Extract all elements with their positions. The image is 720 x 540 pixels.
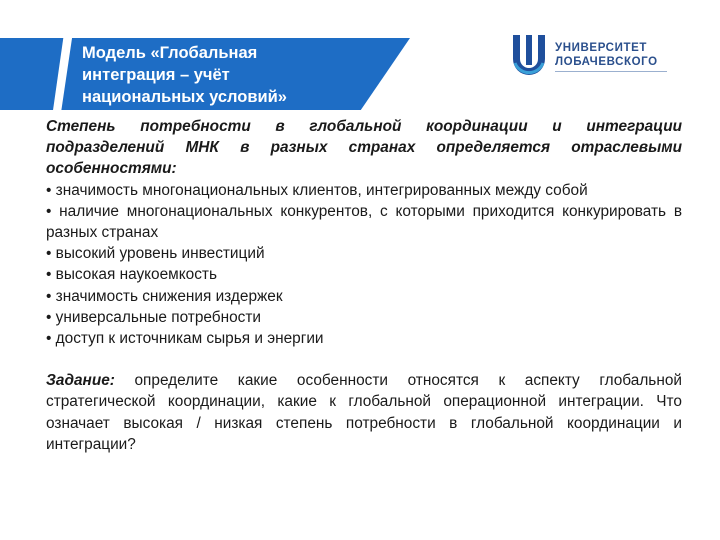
slide-title-line-2: интеграция – учёт (82, 66, 230, 84)
task-paragraph (46, 370, 682, 455)
task-label: Задание: (46, 372, 115, 390)
logo-line-1: УНИВЕРСИТЕТ (555, 42, 647, 54)
bullet-item: • значимость снижения издержек (46, 287, 283, 305)
slide-title (82, 42, 382, 108)
logo-underline (555, 71, 667, 72)
logo-wordmark (555, 41, 658, 69)
intro-paragraph: Степень потребности в глобальной координации и интеграции подразделений МНК в разных странах определяется отраслевыми особенностями: (46, 118, 682, 178)
university-emblem-icon (509, 33, 549, 77)
bullet-item: • значимость многонациональных клиентов, интегрированных между собой (46, 181, 588, 199)
bullet-item: • высокий уровень инвестиций (46, 245, 265, 263)
bullet-item: • доступ к источникам сырья и энергии (46, 330, 324, 348)
slide-body (46, 116, 682, 455)
bullet-item: • наличие многонациональных конкурентов, с которыми приходится конкурировать в разных странах (46, 202, 682, 242)
task-text: определите какие особенности относятся к аспекту глобальной стратегической координации, какие к глобальной операционной интеграции. Что означает высокая / низкая степень потребности в глобальной координации и интеграции? (46, 372, 682, 453)
slide-title-line-3: национальных условий» (82, 88, 287, 106)
bullet-item: • высокая наукоемкость (46, 266, 217, 284)
university-logo (509, 33, 709, 83)
bullet-item: • универсальные потребности (46, 308, 261, 326)
logo-line-2: ЛОБАЧЕВСКОГО (555, 56, 658, 68)
slide-title-line-1: Модель «Глобальная (82, 44, 258, 62)
